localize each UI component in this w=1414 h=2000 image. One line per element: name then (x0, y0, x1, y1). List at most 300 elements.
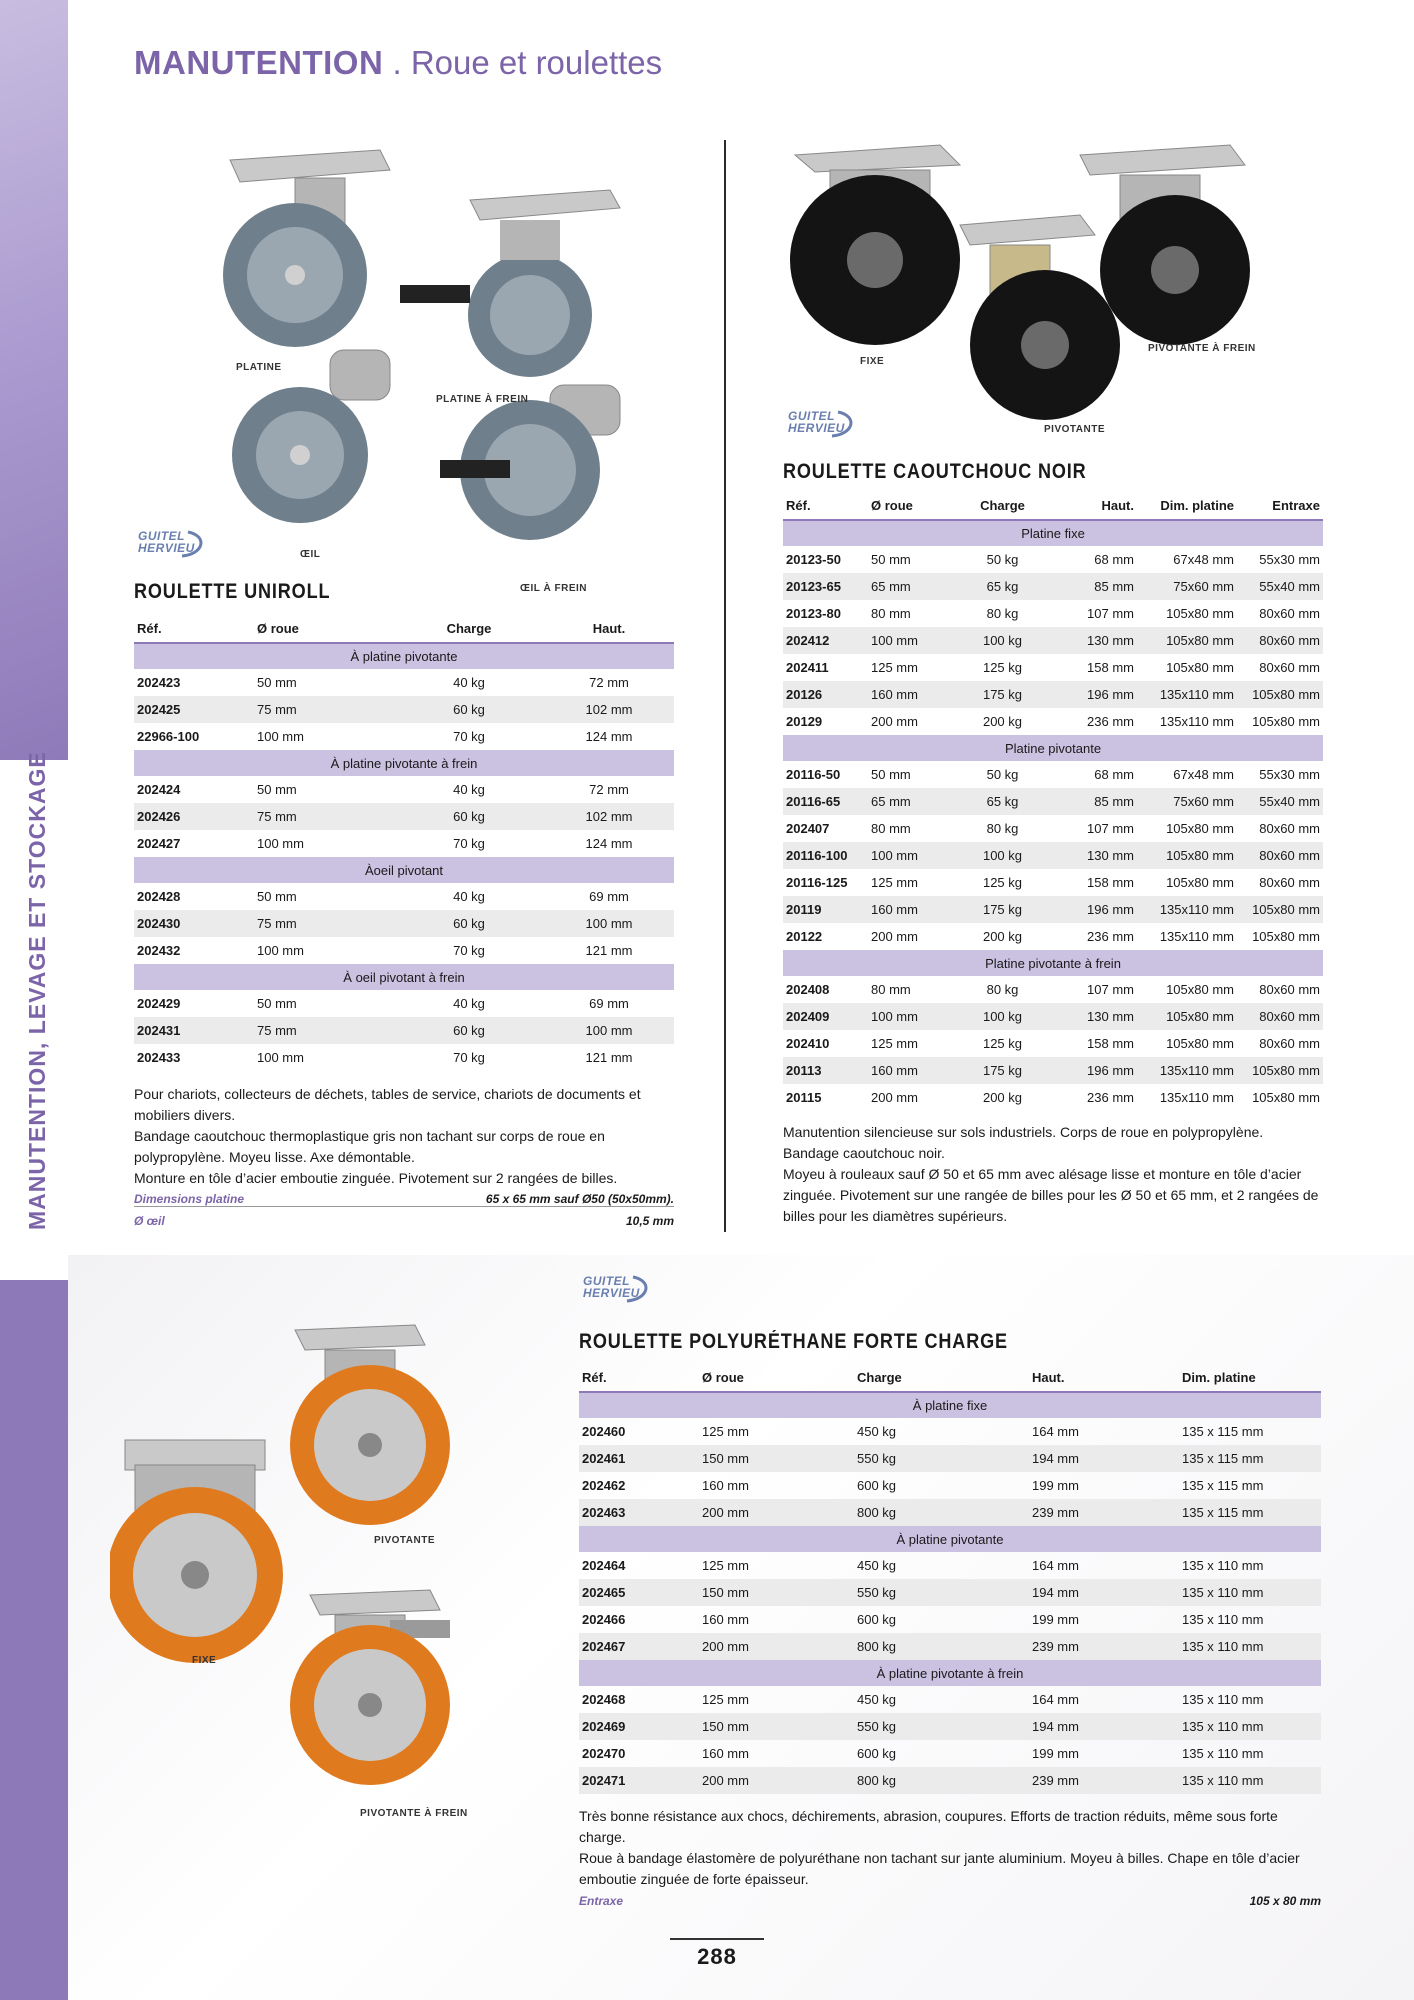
table-cell: 600 kg (857, 1478, 897, 1493)
table-cell: 160 mm (868, 1057, 956, 1084)
table-cell: 135 x 110 mm (1179, 1713, 1321, 1740)
table-row (134, 910, 674, 937)
table-row (783, 896, 1323, 923)
table-cell: 50 kg (986, 552, 1019, 567)
spec-value: 65 x 65 mm sauf Ø50 (50x50mm). (485, 1192, 674, 1206)
table-cell: 80 kg (986, 821, 1019, 836)
brand-logo-caoutchouc (788, 410, 866, 448)
table-cell: 80x60 mm (1237, 627, 1323, 654)
table-cell: 160 mm (702, 1746, 749, 1761)
table-cell: 135x110 mm (1159, 929, 1234, 944)
col-header: Réf. (579, 1364, 699, 1392)
table-cell: 50 mm (871, 552, 911, 567)
spec-key: Entraxe (579, 1894, 624, 1908)
table-cell: 121 mm (585, 1050, 633, 1065)
table-cell: 550 kg (854, 1445, 1029, 1472)
table-row (134, 669, 674, 696)
uniroll-product-photo (200, 140, 660, 580)
table-cell: 100 mm (868, 1003, 956, 1030)
cell-ref: 202462 (582, 1478, 626, 1493)
caption-fixe: FIXE (860, 356, 885, 367)
table-row (134, 1017, 674, 1044)
table-group-row (134, 750, 674, 776)
table-cell: 65 kg (956, 788, 1049, 815)
table-cell: 550 kg (854, 1713, 1029, 1740)
table-cell: 800 kg (854, 1633, 1029, 1660)
table-row (783, 815, 1323, 842)
table-cell: 69 mm (589, 889, 629, 904)
table-cell: 80 mm (871, 982, 911, 997)
table-cell: 125 mm (871, 1036, 918, 1051)
column-divider (724, 140, 726, 1232)
group-label: À platine pivotante (579, 1526, 1321, 1552)
table-cell: 80x60 mm (1237, 842, 1323, 869)
table-cell: 85 mm (1049, 573, 1137, 600)
table-group-row (134, 857, 674, 883)
caption-pivotante-frein: PIVOTANTE À FREIN (360, 1808, 468, 1819)
table-group-row (783, 950, 1323, 976)
col-header: Ø roue (254, 615, 394, 643)
table-row (579, 1767, 1321, 1794)
table-cell: 80x60 mm (1259, 821, 1320, 836)
table-row (783, 1030, 1323, 1057)
table-row (579, 1552, 1321, 1579)
table-cell: 70 kg (453, 836, 485, 851)
spec-value: 105 x 80 mm (1249, 1894, 1321, 1908)
table-cell: 80x60 mm (1259, 982, 1320, 997)
table-cell: 80x60 mm (1259, 875, 1320, 890)
caoutchouc-table (783, 492, 1323, 1111)
table-cell: 130 mm (1049, 1003, 1137, 1030)
cell-ref: 202461 (579, 1445, 699, 1472)
table-cell: 196 mm (1049, 1057, 1137, 1084)
table-cell: 199 mm (1032, 1612, 1079, 1627)
table-cell: 135 x 115 mm (1182, 1478, 1264, 1493)
table-cell: 105x80 mm (1137, 1003, 1237, 1030)
table-cell: 80 kg (986, 982, 1019, 997)
table-cell: 50 mm (871, 767, 911, 782)
table-cell: 75 mm (254, 803, 394, 830)
table-cell: 80x60 mm (1259, 660, 1320, 675)
cell-ref: 202430 (134, 910, 254, 937)
table-cell: 105x80 mm (1137, 842, 1237, 869)
uniroll-table (134, 615, 674, 1071)
caption-platine-frein: PLATINE À FREIN (436, 394, 529, 405)
cell-ref: 20123-80 (786, 606, 841, 621)
table-cell: 200 mm (699, 1633, 854, 1660)
caption-fixe: FIXE (192, 1655, 217, 1666)
table-cell: 158 mm (1087, 660, 1134, 675)
table-cell: 125 mm (871, 660, 918, 675)
col-header: Ø roue (868, 492, 956, 520)
table-cell: 125 mm (702, 1558, 749, 1573)
group-label: Àoeil pivotant (134, 857, 674, 883)
table-cell: 40 kg (453, 782, 485, 797)
caoutchouc-title: ROULETTE CAOUTCHOUC NOIR (783, 460, 1087, 483)
table-cell: 100 mm (544, 910, 674, 937)
brand-swirl-icon (623, 1275, 653, 1303)
cell-ref: 20123-50 (786, 552, 841, 567)
table-header-row (579, 1364, 1321, 1392)
table-cell: 125 kg (982, 1036, 1023, 1051)
table-cell: 121 mm (585, 943, 633, 958)
page-title (134, 44, 662, 82)
table-cell: 199 mm (1032, 1478, 1079, 1493)
table-cell: 130 mm (1049, 627, 1137, 654)
table-cell: 55x30 mm (1259, 552, 1320, 567)
cell-ref: 20115 (786, 1090, 822, 1105)
table-row (134, 776, 674, 803)
table-row (134, 1044, 674, 1071)
group-label: À platine pivotante (134, 643, 674, 669)
table-cell: 125 mm (702, 1692, 749, 1707)
cell-ref: 20116-125 (786, 875, 848, 890)
group-label: Platine fixe (783, 520, 1323, 546)
table-cell: 100 kg (956, 627, 1049, 654)
table-row (579, 1740, 1321, 1767)
caster-pivotante-frein-image (290, 1590, 450, 1785)
table-cell: 175 kg (956, 1057, 1049, 1084)
table-row (579, 1418, 1321, 1445)
cell-ref: 202467 (579, 1633, 699, 1660)
table-cell: 105x80 mm (1237, 896, 1323, 923)
table-cell: 105x80 mm (1252, 714, 1320, 729)
table-row (579, 1579, 1321, 1606)
table-cell: 80 kg (986, 606, 1019, 621)
table-cell: 200 kg (982, 714, 1023, 729)
table-cell: 100 mm (257, 943, 304, 958)
page-number: 288 (670, 1938, 764, 1970)
table-cell: 200 mm (871, 929, 918, 944)
table-cell: 80x60 mm (1259, 1036, 1320, 1051)
desc-paragraph: Très bonne résistance aux chocs, déchirements, abrasion, coupures. Efforts de traction réduits, même sous forte charge. (579, 1808, 1278, 1845)
cell-ref: 20123-65 (783, 573, 868, 600)
table-cell: 105x80 mm (1166, 606, 1234, 621)
table-cell: 50 mm (257, 996, 297, 1011)
table-cell: 158 mm (1087, 875, 1134, 890)
table-cell: 175 kg (956, 896, 1049, 923)
table-cell: 105x80 mm (1166, 821, 1234, 836)
table-cell: 80 mm (871, 606, 911, 621)
table-cell: 196 mm (1049, 896, 1137, 923)
col-header: Haut. (1029, 1364, 1179, 1392)
group-label: À platine fixe (579, 1392, 1321, 1418)
table-group-row (579, 1660, 1321, 1686)
cell-ref: 202429 (137, 996, 181, 1011)
brand-swirl-icon (178, 530, 208, 558)
table-cell: 68 mm (1094, 767, 1134, 782)
cell-ref: 202432 (137, 943, 181, 958)
cell-ref: 202466 (582, 1612, 626, 1627)
spec-key: Ø œil (134, 1214, 165, 1228)
cell-ref: 202409 (783, 1003, 868, 1030)
table-cell: 135x110 mm (1159, 714, 1234, 729)
table-row (579, 1499, 1321, 1526)
table-cell: 105x80 mm (1166, 1036, 1234, 1051)
table-cell: 239 mm (1029, 1767, 1179, 1794)
table-cell: 125 mm (871, 875, 918, 890)
caster-fixe-image (790, 145, 960, 345)
cell-ref: 202471 (579, 1767, 699, 1794)
table-cell: 150 mm (699, 1579, 854, 1606)
table-header-row (134, 615, 674, 643)
table-cell: 102 mm (544, 803, 674, 830)
table-cell: 200 kg (982, 929, 1023, 944)
table-cell: 60 kg (394, 803, 544, 830)
table-cell: 100 kg (956, 1003, 1049, 1030)
table-cell: 55x30 mm (1259, 767, 1320, 782)
table-row (579, 1445, 1321, 1472)
col-header: Charge (394, 615, 544, 643)
table-cell: 100 mm (868, 842, 956, 869)
desc-paragraph: Roue à bandage élastomère de polyuréthane non tachant sur jante aluminium. Moyeu à billes. Chape en tôle d’acier emboutie zinguée de forte épaisseur. (579, 1850, 1300, 1887)
spec-key: Dimensions platine (134, 1192, 245, 1206)
table-row (783, 761, 1323, 788)
table-cell: 100 mm (544, 1017, 674, 1044)
polyurethane-table (579, 1364, 1321, 1794)
cell-ref: 202407 (786, 821, 830, 836)
table-row (134, 696, 674, 723)
table-cell: 50 kg (986, 767, 1019, 782)
col-header: Entraxe (1237, 492, 1323, 520)
table-cell: 75 mm (254, 696, 394, 723)
table-row (783, 573, 1323, 600)
col-header: Dim. platine (1137, 492, 1237, 520)
table-cell: 600 kg (857, 1746, 897, 1761)
table-cell: 160 mm (702, 1478, 749, 1493)
table-row (783, 546, 1323, 573)
cell-ref: 202426 (134, 803, 254, 830)
table-row (783, 976, 1323, 1003)
table-row (783, 627, 1323, 654)
desc-paragraph: Bandage caoutchouc thermoplastique gris non tachant sur corps de roue en polypropylène. Moyeu lisse. Axe démontable. (134, 1128, 605, 1165)
table-cell: 125 mm (702, 1424, 749, 1439)
uniroll-description (134, 1084, 674, 1189)
table-row (783, 654, 1323, 681)
table-cell: 60 kg (394, 1017, 544, 1044)
cell-ref: 20113 (783, 1057, 868, 1084)
table-row (579, 1686, 1321, 1713)
table-cell: 550 kg (854, 1579, 1029, 1606)
cell-ref: 202460 (582, 1424, 626, 1439)
table-cell: 60 kg (394, 696, 544, 723)
spec-value: 10,5 mm (625, 1214, 674, 1228)
table-cell: 135 x 115 mm (1179, 1499, 1321, 1526)
table-cell: 194 mm (1029, 1445, 1179, 1472)
table-cell: 105x80 mm (1166, 875, 1234, 890)
caster-fixe-image (110, 1440, 283, 1663)
table-cell: 70 kg (453, 729, 485, 744)
cell-ref: 202468 (582, 1692, 626, 1707)
brand-line2: HERVIEU (788, 421, 845, 435)
table-cell: 125 kg (982, 660, 1023, 675)
desc-paragraph: Moyeu à rouleaux sauf Ø 50 et 65 mm avec alésage lisse et monture en tôle d’acier zinguée. Pivotement sur une rangée de billes pour les Ø 50 et 65 mm, et 2 rangées de billes pour les diamètres supérieurs. (783, 1166, 1319, 1224)
table-cell: 194 mm (1029, 1713, 1179, 1740)
table-row (134, 803, 674, 830)
side-band-top-decor (0, 0, 68, 760)
table-cell: 800 kg (854, 1499, 1029, 1526)
table-cell: 50 mm (257, 889, 297, 904)
cell-ref: 202424 (137, 782, 181, 797)
spec-entraxe (579, 1894, 1321, 1908)
caption-oeil: ŒIL (300, 549, 321, 560)
table-cell: 68 mm (1094, 552, 1134, 567)
table-cell: 75 mm (254, 1017, 394, 1044)
table-cell: 65 mm (868, 788, 956, 815)
group-label: À platine pivotante à frein (579, 1660, 1321, 1686)
cell-ref: 202408 (786, 982, 830, 997)
table-cell: 55x40 mm (1237, 788, 1323, 815)
table-row (783, 681, 1323, 708)
table-cell: 124 mm (585, 836, 633, 851)
group-label: À platine pivotante à frein (134, 750, 674, 776)
table-cell: 65 kg (956, 573, 1049, 600)
table-cell: 80 mm (871, 821, 911, 836)
table-row (579, 1633, 1321, 1660)
table-cell: 135x110 mm (1137, 1057, 1237, 1084)
group-label: Platine pivotante à frein (783, 950, 1323, 976)
table-cell: 200 mm (871, 1090, 918, 1105)
col-header: Dim. platine (1179, 1364, 1321, 1392)
table-cell: 100 mm (257, 729, 304, 744)
table-cell: 60 kg (394, 910, 544, 937)
cell-ref: 202464 (582, 1558, 626, 1573)
table-group-row (134, 964, 674, 990)
table-cell: 65 mm (868, 573, 956, 600)
col-header: Haut. (544, 615, 674, 643)
table-cell: 450 kg (857, 1692, 897, 1707)
cell-ref: 20116-50 (786, 767, 841, 782)
caster-platine-image (223, 150, 390, 347)
table-cell: 160 mm (868, 896, 956, 923)
caster-oeil-frein-image (440, 385, 620, 540)
group-label: À oeil pivotant à frein (134, 964, 674, 990)
page-title-rest: . Roue et roulettes (383, 44, 663, 81)
desc-paragraph: Monture en tôle d’acier emboutie zinguée. Pivotement sur 2 rangées de billes. (134, 1170, 618, 1186)
table-row (579, 1472, 1321, 1499)
table-row (579, 1713, 1321, 1740)
table-cell: 125 kg (982, 875, 1023, 890)
spec-dimensions-platine (134, 1192, 674, 1207)
table-cell: 105x80 mm (1166, 982, 1234, 997)
table-row (134, 990, 674, 1017)
col-header: Réf. (134, 615, 254, 643)
side-section-label: MANUTENTION, LEVAGE ET STOCKAGE (24, 751, 50, 1230)
table-group-row (134, 643, 674, 669)
cell-ref: 202412 (783, 627, 868, 654)
table-cell: 164 mm (1032, 1558, 1079, 1573)
cell-ref: 20129 (786, 714, 823, 729)
caster-pivotante-image (290, 1325, 450, 1525)
table-cell: 124 mm (585, 729, 633, 744)
table-cell: 72 mm (589, 782, 629, 797)
cell-ref: 202423 (137, 675, 181, 690)
caster-pivotante-image (960, 215, 1120, 420)
brand-line2: HERVIEU (583, 1286, 640, 1300)
table-cell: 130 mm (1049, 842, 1137, 869)
table-cell: 67x48 mm (1173, 552, 1234, 567)
table-cell: 239 mm (1029, 1633, 1179, 1660)
table-cell: 135 x 110 mm (1179, 1633, 1321, 1660)
brand-line2: HERVIEU (138, 541, 195, 555)
cell-ref: 202411 (786, 660, 829, 675)
table-row (134, 723, 674, 750)
table-cell: 164 mm (1032, 1692, 1079, 1707)
brand-line1: GUITEL (788, 409, 835, 423)
table-cell: 164 mm (1032, 1424, 1079, 1439)
table-cell: 107 mm (1087, 982, 1134, 997)
cell-ref: 20122 (786, 929, 823, 944)
table-cell: 175 kg (956, 681, 1049, 708)
table-cell: 150 mm (699, 1713, 854, 1740)
table-row (783, 1057, 1323, 1084)
table-group-row (579, 1392, 1321, 1418)
table-cell: 800 kg (854, 1767, 1029, 1794)
table-cell: 196 mm (1049, 681, 1137, 708)
table-cell: 135x110 mm (1159, 1090, 1234, 1105)
cell-ref: 202463 (579, 1499, 699, 1526)
desc-paragraph: Manutention silencieuse sur sols industriels. Corps de roue en polypropylène. Bandage caoutchouc noir. (783, 1124, 1264, 1161)
table-cell: 55x40 mm (1237, 573, 1323, 600)
table-cell: 600 kg (857, 1612, 897, 1627)
table-cell: 69 mm (589, 996, 629, 1011)
cell-ref: 202433 (137, 1050, 181, 1065)
caption-pivotante: PIVOTANTE (374, 1535, 435, 1546)
table-row (783, 708, 1323, 735)
table-cell: 135 x 115 mm (1182, 1424, 1264, 1439)
table-cell: 105x80 mm (1252, 1090, 1320, 1105)
caption-pivotante-frein: PIVOTANTE À FREIN (1148, 343, 1256, 354)
table-row (134, 830, 674, 857)
caoutchouc-description (783, 1122, 1323, 1227)
side-band-bottom (0, 1280, 68, 2000)
table-cell: 70 kg (453, 943, 485, 958)
table-cell: 200 mm (871, 714, 918, 729)
cell-ref: 22966-100 (137, 729, 200, 744)
caster-oeil-image (232, 350, 390, 523)
spec-oeil (134, 1214, 674, 1228)
table-cell: 107 mm (1087, 821, 1134, 836)
table-cell: 72 mm (589, 675, 629, 690)
table-row (134, 883, 674, 910)
caption-pivotante: PIVOTANTE (1044, 424, 1105, 435)
cell-ref: 202427 (137, 836, 181, 851)
col-header: Haut. (1049, 492, 1137, 520)
table-cell: 80x60 mm (1237, 1003, 1323, 1030)
desc-paragraph: Pour chariots, collecteurs de déchets, tables de service, chariots de documents et mobiliers divers. (134, 1086, 641, 1123)
cell-ref: 20119 (783, 896, 868, 923)
table-cell: 75x60 mm (1137, 788, 1237, 815)
polyurethane-product-photo (110, 1320, 510, 1800)
table-cell: 100 kg (956, 842, 1049, 869)
table-cell: 40 kg (453, 889, 485, 904)
table-cell: 135x110 mm (1137, 896, 1237, 923)
brand-logo-uniroll (138, 530, 216, 568)
table-row (783, 923, 1323, 950)
polyurethane-title: ROULETTE POLYURÉTHANE FORTE CHARGE (579, 1330, 1008, 1353)
caoutchouc-product-photo (790, 140, 1330, 440)
table-cell: 105x80 mm (1252, 929, 1320, 944)
brand-line1: GUITEL (583, 1274, 630, 1288)
brand-swirl-icon (828, 410, 858, 438)
table-cell: 50 mm (257, 782, 297, 797)
table-cell: 70 kg (453, 1050, 485, 1065)
table-cell: 105x80 mm (1237, 681, 1323, 708)
table-cell: 135 x 110 mm (1179, 1579, 1321, 1606)
table-header-row (783, 492, 1323, 520)
cell-ref: 202425 (134, 696, 254, 723)
table-cell: 160 mm (868, 681, 956, 708)
